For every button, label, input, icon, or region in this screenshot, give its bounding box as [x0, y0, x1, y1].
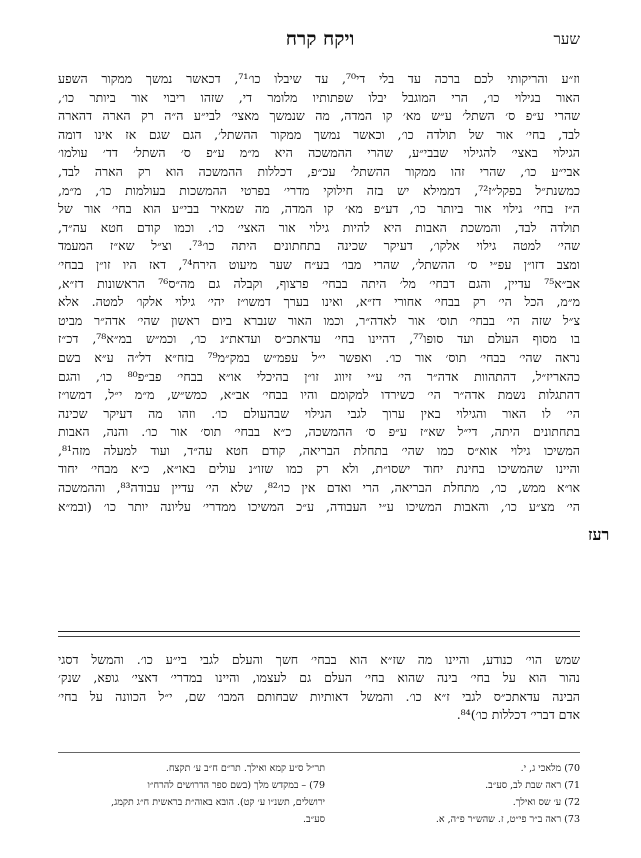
- footnote: 72) ע׳ שס ואילך.: [512, 797, 580, 808]
- book-title: ויקח קרח: [285, 28, 355, 50]
- footnote: 73) ראה ב״ר פי״ט, ז. שהש״ר פ״ה, א.: [435, 814, 580, 825]
- text-line: הגילוי באצי׳ להגילוי שבבי״ע, שהרי ההמשכה היא מ״מ ע״פ ס׳ השתל׳ דד׳ עולמו׳: [58, 145, 580, 161]
- running-label: שער: [553, 30, 580, 48]
- note-line: נהור הוא על בחי׳ בינה שהוא בחי׳ העלם גם לעצמו, והיינו במדרי׳ דאצי׳ גופא, שנק׳: [58, 670, 580, 686]
- footnote: ירושלים, תשנ״ו ע׳ קט). הובא באוה״ת בראשית ח״ג תקמג,: [111, 797, 325, 808]
- text-line: ומצב דזו״ן עפ״י ס׳ ההשתל׳, שהרי מבו׳ בע״ח שער מיעוט הירח⁷⁴, דאז היו זו״ן בבחי׳: [58, 256, 580, 272]
- page-header: [60, 28, 580, 54]
- footnote: 70) מלאכי ג, י.: [520, 763, 580, 774]
- note-line: שמש הוי׳ כנודע, והיינו מה שז״א הוא בבחי׳ חשך והעלם לגבי בי״ע כו׳. והמשל דסגי: [58, 652, 580, 667]
- main-text: [58, 70, 580, 516]
- text-line: לבד, בחי׳ אור של תולדה כו׳, וכאשר נמשך ממקור ההשתל׳, הגם שגם אז אינו דומה: [58, 126, 580, 142]
- footnote-divider: [58, 752, 580, 753]
- footnotes-left-column: [63, 760, 325, 828]
- footnote: סע״ב.: [303, 814, 325, 825]
- text-line: צ״ל שזה הי׳ בבחי׳ תוס׳ אור לאדה״ר, וכמו האור שנברא ביום ראשון שהי׳ אדה״ר מביט: [58, 312, 580, 328]
- text-line: הי׳ מצ״ע כו׳, והאבות המשיכו ע״י העבודה, ע״כ המשיכו ממדרי׳ עליונה יותר כו׳ (ובמ״א: [58, 498, 580, 514]
- text-line: ה״ז בחי׳ גילוי אור ביותר כו׳, דע״פ מא׳ קו המדה, מה שמאיר בבי״ע הוא בחי׳ אור של: [58, 201, 580, 217]
- note-line: אדם דברי׳ דכללות כו׳)⁸⁴.: [456, 707, 580, 723]
- text-line: שהי׳ למטה גילוי אלקו׳, דעיקר שכינה בתחתונים היתה כו׳⁷³. וצ״ל שא״ז המעמד: [58, 238, 580, 254]
- separator-rule-thin: [58, 636, 580, 637]
- text-line: תולדה לבד, והמשכת האבות היא להיות גילוי אור האצי׳ כו׳. וכמו קודם חטא עה״ד,: [58, 219, 580, 235]
- text-line: בו מסוף העולם ועד סופו⁷⁷, דהיינו בחי׳ עדאתכ״ס ועדאת״ג כו׳, וכמ״ש במ״א⁷⁸, דכ״ז: [58, 331, 580, 347]
- text-line: אב״א⁷⁵ עדיין, והגם דבחי׳ מל׳ היתה בבחי׳ פרצוף, וקבלה גם מה״ס⁷⁶ הראשונות דז״א,: [58, 275, 580, 291]
- text-line: האור בגילוי כו׳, הרי המוגבל יבלו שפתותיו מלומר די, שזהו ריבוי אור ביותר כו׳,: [58, 89, 580, 105]
- footnotes-right-column: [335, 760, 580, 828]
- margin-page-number: רעז: [588, 525, 610, 544]
- text-line: וז״ע והריקותי לכם ברכה עד בלי די⁷⁰, עד שיבלו כו׳⁷¹, דכאשר נמשך ממקור השפע: [58, 71, 580, 86]
- text-line: מ״מ, הכל הי׳ רק בבחי׳ אחורי דז״א, ואינו בערך דמשו״ז יהי׳ גילוי אלקו׳ למטה. אלא: [58, 294, 580, 310]
- text-line: המשיכו גילוי אוא״ס כמו שהי׳ בתחלת הבריאה, קודם חטא עה״ד, ועוד למעלה מזה⁸¹,: [58, 442, 580, 458]
- footnote: 71) ראה שבת לב, סע״ב.: [485, 780, 580, 791]
- continuation-note: [58, 651, 580, 725]
- text-line: שהרי ע״פ ס׳ השתל׳ ע״ש מא׳ קו המדה, מה שנמשך מאצי׳ לבי״ע ה״ה רק הארה דהארה: [58, 108, 580, 124]
- text-line: אבי״ע כו׳, שהרי זהו ממקור ההשתל׳ עכ״פ, דכללות ההמשכה הוא רק הארה לבד,: [58, 163, 580, 179]
- text-line: כהאריז״ל, דהתהוות אדה״ר הי׳ ע״י זיווג זו״ן בהיכלי או״א בבחי׳ פב״פ⁸⁰ כו׳, והגם: [58, 368, 580, 384]
- separator-rule: [58, 631, 580, 632]
- text-line: כמשנת״ל בפקל״ז⁷², דממילא יש בזה חילוקי מדרי׳ בפרטי ההמשכות בעולמות כו׳, מ״מ,: [58, 182, 580, 198]
- text-line: נראה שהי׳ בבחי׳ תוס׳ אור כו׳. ואפשר י״ל עפמ״ש במק״מ⁷⁹ בזח״א דל״ה ע״א בשם: [58, 349, 580, 365]
- note-line: הבינה עדאתכ״ס לגבי ז״א כו׳. והמשל דאותיות שבחותם המבו׳ שם, י״ל הכוונה על בחי׳: [58, 688, 580, 704]
- text-line: הי׳ לו האור והגילוי באין ערוך לגבי הגילוי שבהעולם כו׳. וזהו מה דעיקר שכינה: [58, 405, 580, 421]
- text-line: דהתגלות נשמת אדה״ר הי׳ כשירדו למקומם והיו בבחי׳ אב״א, כמש״ש, מ״מ י״ל, דמשו״ז: [58, 387, 580, 403]
- text-line: והיינו שהמשיכו בחינת יחוד ישסו״ת, ולא רק כמו שזו״נ עולים באו״א, כ״א מבחי׳ יחוד: [58, 461, 580, 477]
- text-line: או״א ממש, כו׳, מתחלת הבריאה, הרי ואדם אין כו׳⁸², שלא הי׳ עדיין עבודה⁸³, וההמשכה: [58, 480, 580, 496]
- footnote: תר״ל ס״ע קמא ואילך. תר״ם ח״ב ע׳ תקצח.: [165, 763, 325, 774]
- footnote: 79) – במקדש מלך (בשם ספר הדרושים להרח״ו: [147, 780, 325, 791]
- text-line: בתחתונים היתה, די״ל שא״ז ע״פ ס׳ ההמשכה, כ״א בבחי׳ תוס׳ אור כו׳. והנה, האבות: [58, 424, 580, 440]
